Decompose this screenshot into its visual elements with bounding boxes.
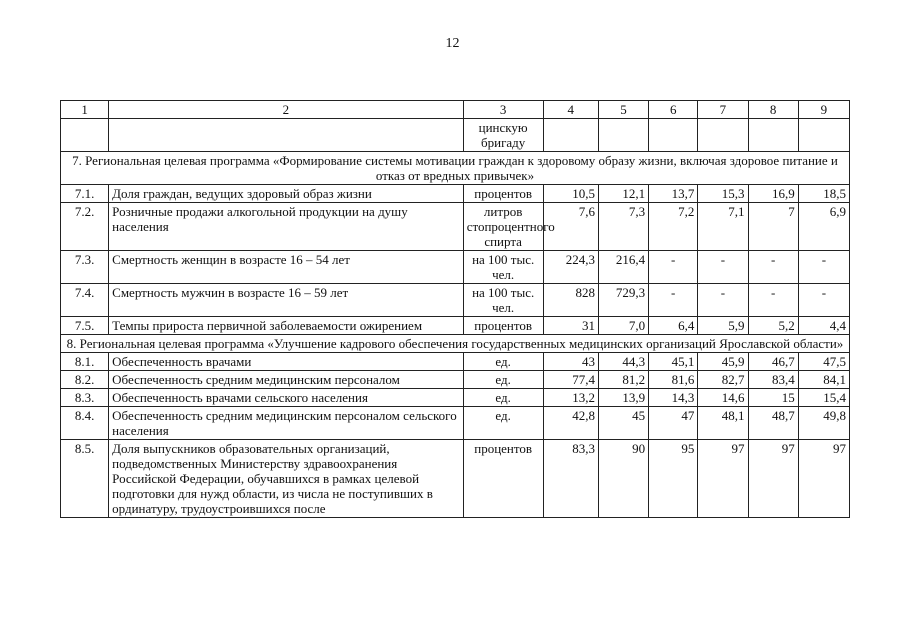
section-title: 8. Региональная целевая программа «Улучшение кадрового обеспечения государственных медицинских организаций Ярославской области»: [61, 335, 850, 353]
unit-cell: ед.: [463, 389, 543, 407]
value-cell: 6,9: [798, 203, 849, 251]
indicator-name: Обеспеченность врачами: [109, 353, 464, 371]
empty-cell: [61, 119, 109, 152]
value-cell: 77,4: [543, 371, 598, 389]
value-cell: 83,4: [748, 371, 798, 389]
unit-cell: на 100 тыс. чел.: [463, 284, 543, 317]
value-cell: 7,6: [543, 203, 598, 251]
value-cell: 48,7: [748, 407, 798, 440]
value-cell: 216,4: [598, 251, 648, 284]
value-cell: 97: [698, 440, 748, 518]
value-cell: 7,1: [698, 203, 748, 251]
value-cell: 84,1: [798, 371, 849, 389]
indicator-name: Обеспеченность средним медицинским персоналом: [109, 371, 464, 389]
indicator-name: Смертность женщин в возрасте 16 – 54 лет: [109, 251, 464, 284]
empty-cell: [598, 119, 648, 152]
unit-cell: ед.: [463, 407, 543, 440]
value-cell: 97: [748, 440, 798, 518]
value-cell: 7,3: [598, 203, 648, 251]
value-cell: -: [698, 284, 748, 317]
indicator-name: Смертность мужчин в возрасте 16 – 59 лет: [109, 284, 464, 317]
empty-cell: [748, 119, 798, 152]
empty-cell: [649, 119, 698, 152]
table-row: [61, 203, 850, 251]
value-cell: 49,8: [798, 407, 849, 440]
value-cell: 13,9: [598, 389, 648, 407]
value-cell: -: [649, 284, 698, 317]
value-cell: 7: [748, 203, 798, 251]
value-cell: 13,7: [649, 185, 698, 203]
empty-cell: [543, 119, 598, 152]
value-cell: 42,8: [543, 407, 598, 440]
value-cell: 48,1: [698, 407, 748, 440]
section-title: 7. Региональная целевая программа «Формирование системы мотивации граждан к здоровому образу жизни, включая здоровое питание и отказ от вредных привычек»: [61, 152, 850, 185]
table-row: [61, 185, 850, 203]
value-cell: 828: [543, 284, 598, 317]
table-row: [61, 389, 850, 407]
value-cell: 31: [543, 317, 598, 335]
unit-cell: литров стопроцентного спирта: [463, 203, 543, 251]
value-cell: 5,2: [748, 317, 798, 335]
value-cell: 83,3: [543, 440, 598, 518]
indicator-name: Розничные продажи алкогольной продукции на душу населения: [109, 203, 464, 251]
table-row: [61, 251, 850, 284]
value-cell: 47,5: [798, 353, 849, 371]
value-cell: 13,2: [543, 389, 598, 407]
empty-cell: [698, 119, 748, 152]
value-cell: 729,3: [598, 284, 648, 317]
value-cell: 7,2: [649, 203, 698, 251]
value-cell: 10,5: [543, 185, 598, 203]
header-cell: 3: [463, 101, 543, 119]
row-number: 8.5.: [61, 440, 109, 518]
value-cell: 95: [649, 440, 698, 518]
value-cell: -: [798, 251, 849, 284]
value-cell: 97: [798, 440, 849, 518]
value-cell: -: [748, 251, 798, 284]
unit-cell: процентов: [463, 317, 543, 335]
section-row: [61, 152, 850, 185]
value-cell: 81,6: [649, 371, 698, 389]
table-row: [61, 284, 850, 317]
empty-cell: [798, 119, 849, 152]
header-cell: 1: [61, 101, 109, 119]
value-cell: 46,7: [748, 353, 798, 371]
value-cell: 45,1: [649, 353, 698, 371]
value-cell: 14,6: [698, 389, 748, 407]
unit-cell: на 100 тыс. чел.: [463, 251, 543, 284]
row-number: 8.1.: [61, 353, 109, 371]
value-cell: 5,9: [698, 317, 748, 335]
table-row: [61, 407, 850, 440]
unit-cell: процентов: [463, 185, 543, 203]
value-cell: 90: [598, 440, 648, 518]
value-cell: 12,1: [598, 185, 648, 203]
unit-cell: ед.: [463, 371, 543, 389]
value-cell: 15,4: [798, 389, 849, 407]
value-cell: -: [649, 251, 698, 284]
value-cell: 4,4: [798, 317, 849, 335]
value-cell: 15: [748, 389, 798, 407]
section-row: [61, 335, 850, 353]
header-cell: 4: [543, 101, 598, 119]
row-number: 7.5.: [61, 317, 109, 335]
table-row: [61, 317, 850, 335]
table-row: [61, 440, 850, 518]
row-number: 7.2.: [61, 203, 109, 251]
value-cell: 81,2: [598, 371, 648, 389]
table-row: [61, 353, 850, 371]
continuation-row: [61, 119, 850, 152]
header-cell: 8: [748, 101, 798, 119]
indicator-name: Доля выпускников образовательных организаций, подведомственных Министерству здравоохранения Российской Федерации, обучавшихся в рамках целевой подготовки для нужд области, из числа не поступивших в ординатуру, трудоустроившихся после: [109, 440, 464, 518]
value-cell: 44,3: [598, 353, 648, 371]
value-cell: -: [748, 284, 798, 317]
value-cell: 16,9: [748, 185, 798, 203]
header-cell: 2: [109, 101, 464, 119]
header-cell: 9: [798, 101, 849, 119]
table-row: [61, 371, 850, 389]
value-cell: -: [698, 251, 748, 284]
unit-cell: цинскую бригаду: [463, 119, 543, 152]
unit-cell: процентов: [463, 440, 543, 518]
value-cell: 45,9: [698, 353, 748, 371]
value-cell: 15,3: [698, 185, 748, 203]
indicator-name: Обеспеченность врачами сельского населения: [109, 389, 464, 407]
header-cell: 7: [698, 101, 748, 119]
row-number: 7.1.: [61, 185, 109, 203]
value-cell: 224,3: [543, 251, 598, 284]
value-cell: 45: [598, 407, 648, 440]
value-cell: 43: [543, 353, 598, 371]
unit-cell: ед.: [463, 353, 543, 371]
header-row: [61, 101, 850, 119]
header-cell: 5: [598, 101, 648, 119]
row-number: 8.2.: [61, 371, 109, 389]
row-number: 7.4.: [61, 284, 109, 317]
header-cell: 6: [649, 101, 698, 119]
value-cell: -: [798, 284, 849, 317]
value-cell: 18,5: [798, 185, 849, 203]
indicator-name: Темпы прироста первичной заболеваемости ожирением: [109, 317, 464, 335]
value-cell: 6,4: [649, 317, 698, 335]
row-number: 7.3.: [61, 251, 109, 284]
value-cell: 7,0: [598, 317, 648, 335]
indicator-name: Обеспеченность средним медицинским персоналом сельского населения: [109, 407, 464, 440]
page-number: 12: [445, 36, 460, 51]
indicators-table: [60, 100, 850, 518]
row-number: 8.4.: [61, 407, 109, 440]
indicator-name: Доля граждан, ведущих здоровый образ жизни: [109, 185, 464, 203]
empty-cell: [109, 119, 464, 152]
row-number: 8.3.: [61, 389, 109, 407]
value-cell: 82,7: [698, 371, 748, 389]
value-cell: 47: [649, 407, 698, 440]
value-cell: 14,3: [649, 389, 698, 407]
